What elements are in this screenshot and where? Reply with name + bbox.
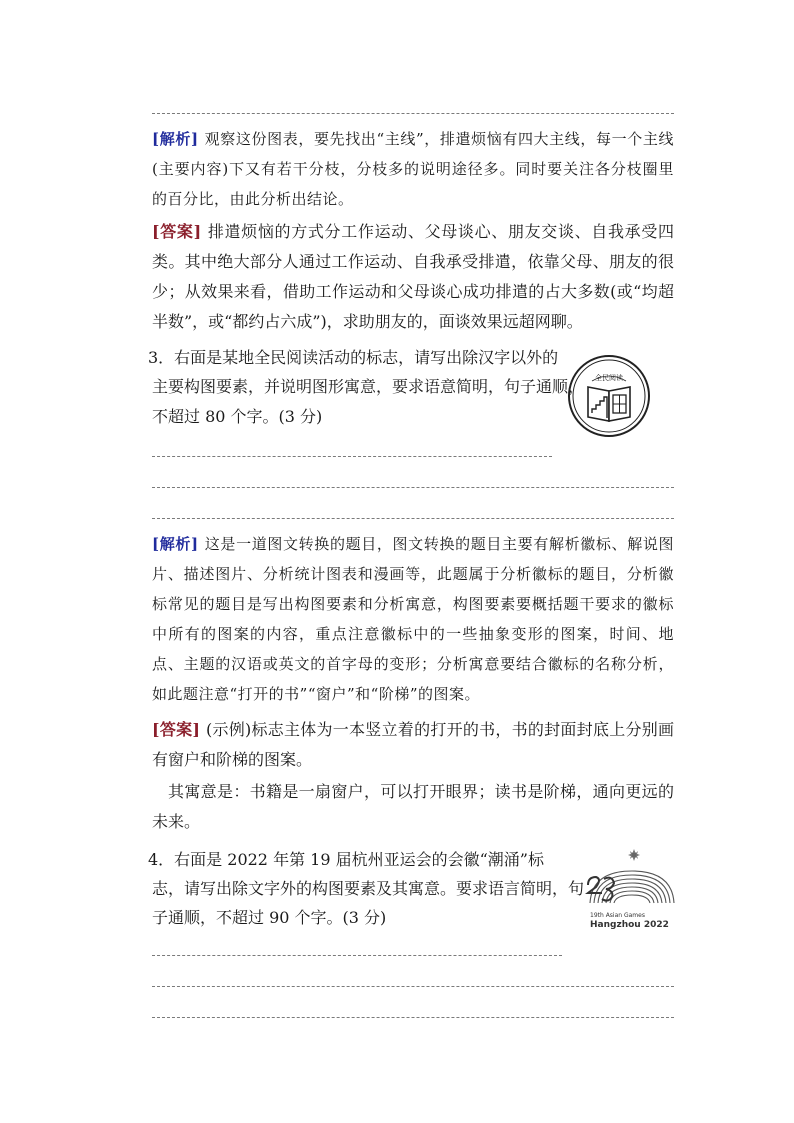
analysis-text: 这是一道图文转换的题目，图文转换的题目主要有解析徽标、解说图片、描述图片、分析统计图表和漫画等，此题属于分析徽标的题目，分析徽标常见的题目是写出构图要素和分析寓意，构图要素要概括题干要求的徽标中所有的图案的内容，重点注意徽标中的一些抽象变形的图案，时间、地点、主题的汉语或英文的首字母的变形；分析寓意要结合徽标的名称分析，如此题注意“打开的书”“窗户”和“阶梯”的图案。 — [152, 535, 674, 703]
sun-icon — [628, 849, 640, 861]
answer-line — [152, 456, 552, 457]
analysis-text: 观察这份图表，要先找出“主线”，排遣烦恼有四大主线，每一个主线(主要内容)下又有若干分枝，分枝多的说明途径多。同时要关注各分枝圈里的百分比，由此分析出结论。 — [152, 130, 674, 208]
answer-line — [152, 518, 674, 519]
logo-caption-1: 19th Asian Games — [590, 912, 645, 919]
analysis-paragraph-3 — [152, 529, 674, 709]
analysis-tag: [解析] — [152, 535, 199, 553]
answer-text: (示例)标志主体为一本竖立着的打开的书，书的封面封底上分别画有窗户和阶梯的图案。 — [152, 720, 674, 769]
question-3-line-3: 不超过 80 个字。(3 分) — [152, 407, 323, 426]
question-4-line-3: 子通顺，不超过 90 个字。(3 分) — [152, 908, 387, 927]
answer-line — [152, 986, 674, 987]
question-4-line-1: 4．右面是 2022 年第 19 届杭州亚运会的会徽“潮涌”标 — [148, 850, 544, 869]
answer-line — [152, 1017, 674, 1018]
answer-line — [152, 487, 674, 488]
logo-caption-2: Hangzhou 2022 — [590, 920, 669, 930]
answer-text: 排遣烦恼的方式分工作运动、父母谈心、朋友交谈、自我承受四类。其中绝大部分人通过工作运动、自我承受排遣，依靠父母、朋友的很少；从效果来看，借助工作运动和父母谈心成功排遣的占大多数(或“均超半数”，或“都约占六成”)，求助朋友的，面谈效果远超网聊。 — [152, 222, 674, 331]
answer-tag: [答案] — [152, 222, 202, 241]
answer-paragraph-3 — [152, 715, 674, 775]
answer-line — [152, 955, 562, 956]
answer-tag: [答案] — [152, 720, 200, 739]
answer-paragraph-3b: 其寓意是：书籍是一扇窗户，可以打开眼界；读书是阶梯，通向更远的未来。 — [152, 782, 674, 831]
question-3-line-1: 3．右面是某地全民阅读活动的标志，请写出除汉字以外的 — [148, 348, 559, 367]
answer-line — [152, 113, 674, 114]
analysis-paragraph-1 — [152, 124, 674, 214]
question-4-line-2: 志，请写出除文字外的构图要素及其寓意。要求语言简明，句 — [152, 879, 585, 898]
answer-paragraph-1 — [152, 217, 674, 337]
asian-games-logo — [582, 845, 682, 935]
analysis-tag: [解析] — [152, 130, 199, 148]
logo-text: 全民阅读 — [595, 374, 623, 382]
question-3-line-2: 主要构图要素，并说明图形寓意，要求语意简明，句子通顺， — [152, 377, 585, 396]
reading-logo — [566, 353, 652, 439]
